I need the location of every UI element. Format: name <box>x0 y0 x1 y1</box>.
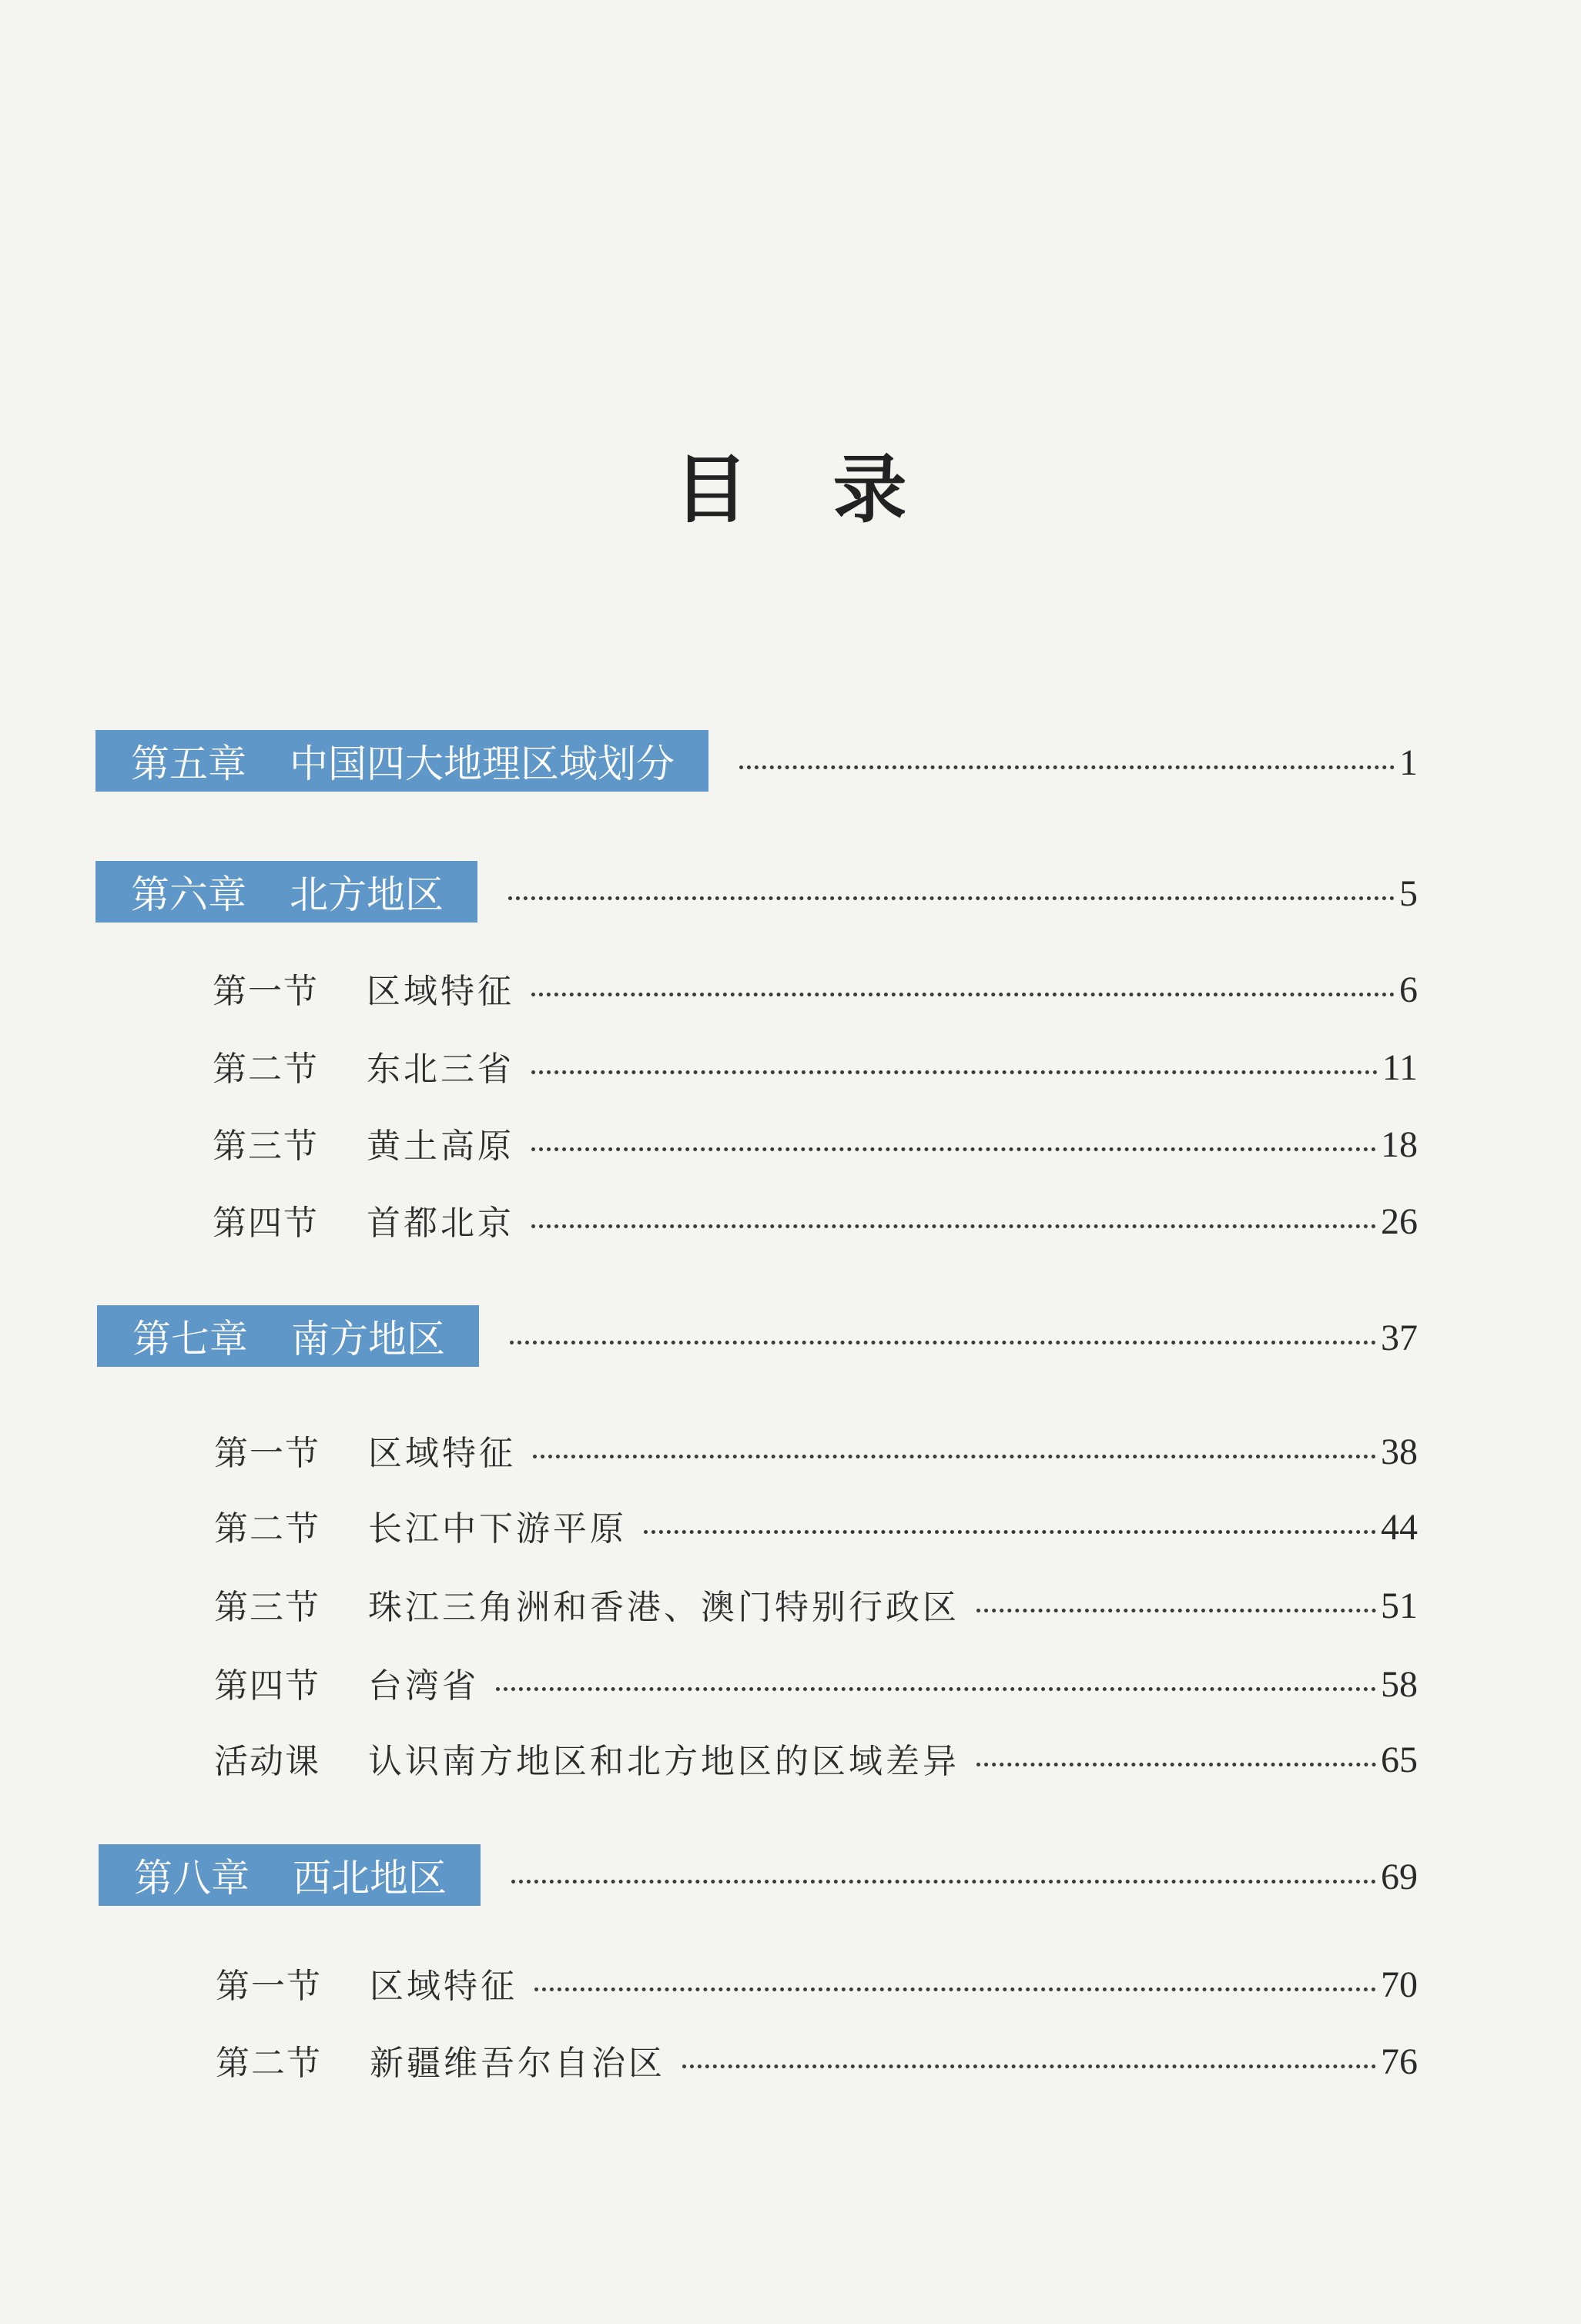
page-number: 65 <box>1381 1739 1418 1780</box>
toc-chapter-7[interactable] <box>97 1305 1418 1367</box>
section-title: 东北三省 <box>367 1050 514 1089</box>
section-number: 活动课 <box>214 1742 320 1781</box>
page-number: 11 <box>1382 1046 1418 1088</box>
page-number: 37 <box>1381 1317 1418 1358</box>
page-number: 6 <box>1399 969 1418 1010</box>
dot-leader <box>644 1529 1376 1534</box>
toc-chapter-5[interactable] <box>95 730 1418 792</box>
dot-leader <box>510 1339 1376 1345</box>
chapter-heading-box <box>99 1844 481 1906</box>
dot-leader <box>531 991 1395 996</box>
dot-leader <box>533 1453 1376 1458</box>
section-number: 第二节 <box>214 1509 320 1549</box>
toc-section[interactable] <box>214 1499 1418 1552</box>
dot-leader <box>976 1761 1376 1766</box>
toc-section[interactable] <box>213 1116 1418 1170</box>
chapter-title: 中国四大地理区域划分 <box>290 742 675 786</box>
title-char-2: 录 <box>832 447 907 533</box>
toc-section[interactable] <box>213 1039 1418 1093</box>
toc-chapter-6[interactable] <box>95 861 1418 923</box>
section-number: 第三节 <box>213 1127 319 1166</box>
dot-leader <box>682 2063 1376 2068</box>
dot-leader <box>496 1686 1376 1691</box>
page-number: 1 <box>1399 742 1418 783</box>
chapter-number: 第七章 <box>132 1317 248 1361</box>
section-title: 台湾省 <box>368 1666 479 1706</box>
page-number: 51 <box>1381 1585 1418 1626</box>
toc-chapter-8[interactable] <box>99 1844 1418 1906</box>
page-number: 38 <box>1381 1431 1418 1472</box>
dot-leader <box>976 1607 1376 1612</box>
chapter-number: 第五章 <box>131 742 246 786</box>
chapter-number: 第八章 <box>134 1856 250 1900</box>
section-number: 第三节 <box>214 1588 320 1627</box>
chapter-number: 第六章 <box>131 872 246 917</box>
page-title <box>0 431 1581 537</box>
toc-section[interactable] <box>214 1423 1418 1477</box>
chapter-heading-box <box>95 730 708 792</box>
toc-activity[interactable] <box>214 1731 1418 1785</box>
section-number: 第一节 <box>214 1434 320 1473</box>
section-title: 新疆维吾尔自治区 <box>370 2044 665 2083</box>
section-number: 第二节 <box>213 1050 319 1089</box>
section-title: 区域特征 <box>368 1434 516 1473</box>
chapter-heading-box <box>97 1305 479 1367</box>
section-title: 区域特征 <box>367 972 514 1011</box>
toc-section[interactable] <box>213 1193 1418 1247</box>
section-title: 认识南方地区和北方地区的区域差异 <box>368 1742 960 1781</box>
section-title: 珠江三角洲和香港、澳门特别行政区 <box>368 1588 960 1627</box>
section-number: 第二节 <box>216 2044 322 2083</box>
chapter-title: 北方地区 <box>290 872 444 917</box>
page-number: 18 <box>1381 1123 1418 1165</box>
section-title: 黄土高原 <box>367 1127 514 1166</box>
dot-leader <box>508 895 1395 900</box>
dot-leader <box>511 1878 1376 1884</box>
toc-section[interactable] <box>213 961 1418 1015</box>
title-char-1: 目 <box>674 447 749 533</box>
toc-section[interactable] <box>216 2033 1418 2087</box>
section-number: 第一节 <box>216 1967 322 2006</box>
section-title: 长江中下游平原 <box>368 1509 627 1549</box>
chapter-title: 西北地区 <box>293 1856 447 1900</box>
dot-leader <box>531 1146 1376 1151</box>
page-number: 5 <box>1399 872 1418 914</box>
page-number: 44 <box>1381 1506 1418 1548</box>
section-number: 第一节 <box>213 972 319 1011</box>
page-number: 26 <box>1381 1201 1418 1242</box>
section-number: 第四节 <box>214 1666 320 1706</box>
dot-leader <box>531 1069 1378 1074</box>
page-number: 70 <box>1381 1964 1418 2005</box>
dot-leader <box>531 1223 1376 1228</box>
section-title: 区域特征 <box>370 1967 518 2006</box>
dot-leader <box>739 764 1395 769</box>
chapter-heading-box <box>95 861 477 923</box>
section-title: 首都北京 <box>367 1204 514 1243</box>
toc-section[interactable] <box>214 1577 1418 1631</box>
page-number: 58 <box>1381 1663 1418 1705</box>
page-number: 69 <box>1381 1856 1418 1897</box>
section-number: 第四节 <box>213 1204 319 1243</box>
toc-section[interactable] <box>214 1656 1418 1710</box>
toc-section[interactable] <box>216 1956 1418 2010</box>
dot-leader <box>534 1986 1376 1991</box>
chapter-title: 南方地区 <box>291 1317 445 1361</box>
page-number: 76 <box>1381 2041 1418 2082</box>
